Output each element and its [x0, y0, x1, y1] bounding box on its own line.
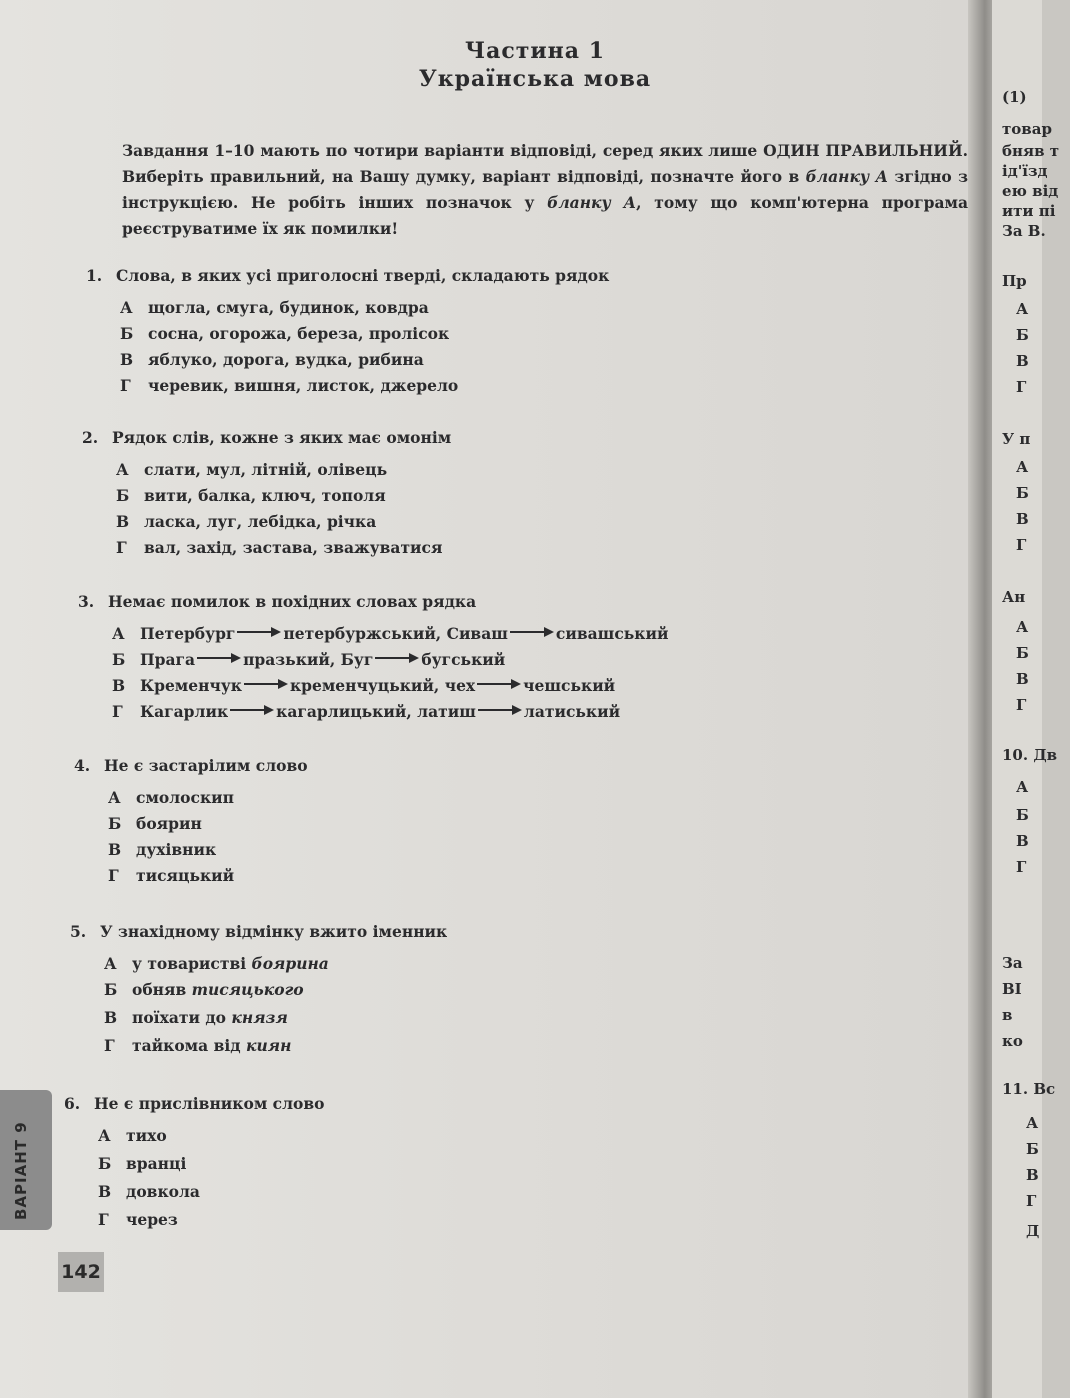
next-page-fragment: Б [1016, 644, 1029, 662]
next-page-fragment: Г [1016, 378, 1027, 396]
next-page-fragment: Б [1016, 326, 1029, 344]
next-page-fragment: Пр [1002, 272, 1027, 290]
option-1d[interactable]: Г черевик, вишня, листок, джерело [120, 376, 459, 395]
question-5: 5. У знахідному відмінку вжито іменник [70, 922, 448, 941]
next-page-fragment: ею від [1002, 182, 1059, 200]
option-2a[interactable]: А слати, мул, літній, олівець [116, 460, 388, 479]
next-page-fragment: У п [1002, 430, 1031, 448]
next-page-fragment: бняв т [1002, 142, 1060, 160]
arrow-icon [510, 627, 554, 637]
next-page-fragment: А [1016, 618, 1029, 636]
next-page-fragment: А [1026, 1114, 1039, 1132]
option-6c[interactable]: В довкола [98, 1182, 200, 1201]
arrow-icon [477, 679, 521, 689]
option-1b[interactable]: Б сосна, огорожа, береза, пролісок [120, 324, 450, 343]
option-5c[interactable]: В поїхати до князя [104, 1008, 288, 1027]
arrow-icon [375, 653, 419, 663]
next-page-fragment: В [1016, 832, 1029, 850]
next-page-fragment: 10. Дв [1002, 746, 1058, 764]
part-title: Частина 1 [464, 38, 605, 64]
next-page-fragment: Б [1016, 484, 1029, 502]
variant-side-tab: ВАРІАНТ 9 [0, 1090, 52, 1230]
arrow-icon [197, 653, 241, 663]
arrow-icon [244, 679, 288, 689]
option-3a[interactable]: А Петербург петербуржський, Сиваш сивашський [112, 624, 669, 643]
option-3b[interactable]: Б Прага празький, Буг бугський [112, 650, 506, 669]
option-1a[interactable]: А щогла, смуга, будинок, ковдра [120, 298, 429, 317]
option-6d[interactable]: Г через [98, 1210, 178, 1229]
next-page-fragment: А [1016, 778, 1029, 796]
next-page-fragment: (1) [1002, 88, 1027, 106]
next-page-fragment: В [1016, 670, 1029, 688]
next-page-fragment: Ан [1002, 588, 1026, 606]
next-page-fragment: В [1026, 1166, 1039, 1184]
next-page-fragment: За [1002, 954, 1023, 972]
subject-title: Українська мова [418, 66, 652, 92]
next-page-fragment: Б [1016, 806, 1029, 824]
next-page-fragment: Д [1026, 1222, 1040, 1240]
next-page-fragment: А [1016, 458, 1029, 476]
next-page-fragment: Б [1026, 1140, 1039, 1158]
option-4c[interactable]: В духівник [108, 840, 217, 859]
option-5b[interactable]: Б обняв тисяцького [104, 980, 304, 999]
next-page-fragment: ко [1002, 1032, 1023, 1050]
arrow-icon [230, 705, 274, 715]
question-4: 4. Не є застарілим слово [74, 756, 308, 775]
option-2c[interactable]: В ласка, луг, лебідка, річка [116, 512, 377, 531]
option-5d[interactable]: Г тайкома від киян [104, 1036, 292, 1055]
question-3: 3. Немає помилок в похідних словах рядка [78, 592, 477, 611]
next-page-fragment: Г [1016, 536, 1027, 554]
page-number: 142 [58, 1252, 104, 1292]
option-4b[interactable]: Б боярин [108, 814, 202, 833]
next-page-fragment: товар [1002, 120, 1052, 138]
next-page-edge [992, 0, 1060, 1398]
option-2b[interactable]: Б вити, балка, ключ, тополя [116, 486, 386, 505]
option-6a[interactable]: А тихо [98, 1126, 167, 1145]
next-page-fragment: ід'їзд [1002, 162, 1048, 180]
question-6: 6. Не є прислівником слово [64, 1094, 325, 1113]
instructions: Завдання 1–10 мають по чотири варіанти відповіді, серед яких лише ОДИН ПРАВИЛЬНИЙ. Виберіть правильний, на Вашу думку, варіант відповіді, позначте його в бланку А згідно з інструкцією. Не робіть інших позначок у бланку А, тому що комп'ютерна програма реєструватиме їх як помилки! [122, 141, 969, 238]
next-page-fragment: в [1002, 1006, 1013, 1024]
question-2: 2. Рядок слів, кожне з яких має омонім [82, 428, 452, 447]
next-page-fragment: ВІ [1002, 980, 1022, 998]
option-3c[interactable]: В Кременчук кременчуцький, чех чешський [112, 676, 616, 695]
next-page-fragment: Г [1026, 1192, 1037, 1210]
option-4a[interactable]: А смолоскип [108, 788, 234, 807]
option-4d[interactable]: Г тисяцький [108, 866, 235, 885]
next-page-fragment: Г [1016, 858, 1027, 876]
next-page-fragment: В [1016, 510, 1029, 528]
next-page-fragment: ити пі [1002, 202, 1056, 220]
option-3d[interactable]: Г Кагарлик кагарлицький, латиш латиський [112, 702, 621, 721]
arrow-icon [478, 705, 522, 715]
question-1: 1. Слова, в яких усі приголосні тверді, складають рядок [86, 266, 610, 285]
arrow-icon [237, 627, 281, 637]
next-page-fragment: За В. [1002, 222, 1046, 240]
next-page-fragment: Г [1016, 696, 1027, 714]
option-1c[interactable]: В яблуко, дорога, вудка, рибина [120, 350, 424, 369]
next-page-fragment: В [1016, 352, 1029, 370]
next-page-fragment: А [1016, 300, 1029, 318]
option-6b[interactable]: Б вранці [98, 1154, 187, 1173]
next-page-fragment: 11. Вс [1002, 1080, 1056, 1098]
option-2d[interactable]: Г вал, захід, застава, зважуватися [116, 538, 443, 557]
option-5a[interactable]: А у товаристві боярина [104, 954, 329, 973]
